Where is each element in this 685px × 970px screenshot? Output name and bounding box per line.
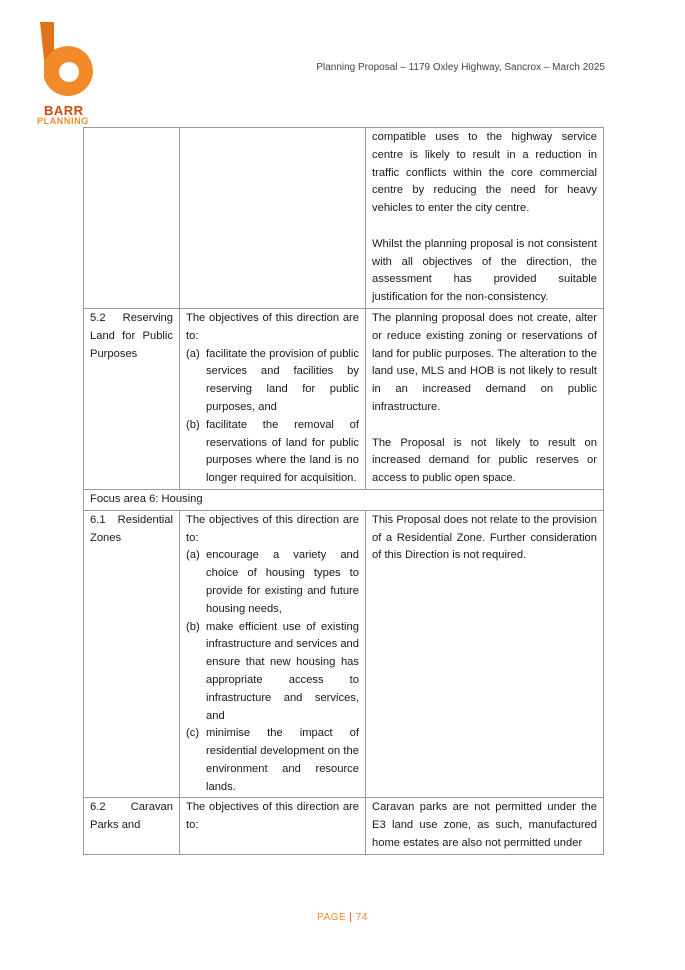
page-label: PAGE bbox=[317, 912, 347, 923]
objectives-cell bbox=[180, 128, 366, 309]
table-row bbox=[84, 308, 604, 489]
list-item: (b) facilitate the removal of reservations of land for public purposes where the land is no longer required for acquisition. bbox=[186, 418, 359, 485]
page-number: 74 bbox=[355, 912, 368, 923]
assessment-cell bbox=[366, 798, 604, 854]
list-item: (c) minimise the impact of residential development on the environment and resource lands. bbox=[186, 727, 359, 793]
table-row bbox=[84, 510, 604, 798]
logo-text-planning: PLANNING bbox=[37, 116, 89, 126]
objectives-list bbox=[186, 547, 359, 796]
list-item: (a) encourage a variety and choice of housing types to provide for existing and future housing needs, bbox=[186, 549, 359, 615]
assessment-cell bbox=[366, 510, 604, 798]
direction-cell: 6.2 Caravan Parks and bbox=[84, 798, 180, 854]
objectives-intro: The objectives of this direction are to: bbox=[186, 311, 359, 342]
page-footer bbox=[0, 912, 685, 923]
assessment-paragraph: This Proposal does not relate to the provision of a Residential Zone. Further consideration of this Direction is not required. bbox=[372, 513, 597, 562]
direction-cell bbox=[84, 128, 180, 309]
objectives-intro: The objectives of this direction are to: bbox=[186, 513, 359, 544]
table-row bbox=[84, 798, 604, 854]
objectives-cell bbox=[180, 510, 366, 798]
page-separator: | bbox=[349, 912, 353, 923]
list-item: (a) facilitate the provision of public services and facilities by reserving land for public purposes, and bbox=[186, 347, 359, 413]
logo-b-icon bbox=[34, 20, 104, 104]
direction-cell: 5.2 Reserving Land for Public Purposes bbox=[84, 308, 180, 489]
assessment-paragraph: The planning proposal does not create, alter or reduce existing zoning or reservations of land for public purposes. The alteration to the land use, MLS and HOB is not likely to result in an increased demand on public infrastructure. bbox=[372, 311, 597, 413]
objectives-intro: The objectives of this direction are to: bbox=[186, 801, 359, 832]
assessment-paragraph: compatible uses to the highway service centre is likely to result in a reduction in traffic conflicts within the core commercial centre by reducing the need for heavy vehicles to enter the city centre. bbox=[372, 131, 597, 215]
objectives-cell bbox=[180, 308, 366, 489]
objectives-cell bbox=[180, 798, 366, 854]
assessment-cell bbox=[366, 128, 604, 309]
assessment-paragraph: The Proposal is not likely to result on increased demand for public reserves or access to public open space. bbox=[372, 436, 597, 485]
list-item: (b) make efficient use of existing infrastructure and services and ensure that new housing has appropriate access to infrastructure and services, and bbox=[186, 620, 359, 722]
table-row bbox=[84, 489, 604, 510]
assessment-paragraph: Whilst the planning proposal is not consistent with all objectives of the direction, the assessment has provided suitable justification for the non-consistency. bbox=[372, 237, 597, 304]
focus-area-heading: Focus area 6: Housing bbox=[84, 489, 604, 510]
assessment-cell bbox=[366, 308, 604, 489]
direction-cell: 6.1 Residential Zones bbox=[84, 510, 180, 798]
directions-table bbox=[83, 127, 604, 855]
objectives-list bbox=[186, 346, 359, 488]
logo-text-barr: BARR bbox=[44, 103, 84, 118]
table-row bbox=[84, 128, 604, 309]
header-title: Planning Proposal – 1179 Oxley Highway, Sancrox – March 2025 bbox=[316, 62, 605, 73]
assessment-paragraph: Caravan parks are not permitted under the E3 land use zone, as such, manufactured home estates are also not permitted under bbox=[372, 801, 597, 850]
